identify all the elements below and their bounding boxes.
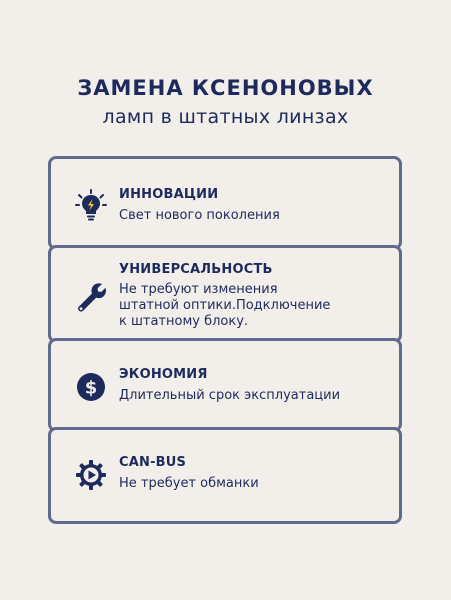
feature-text: Не требуют изменения штатной оптики.Подключение к штатному блоку. xyxy=(119,282,331,329)
feature-title: УНИВЕРСАЛЬНОСТЬ xyxy=(119,262,273,277)
feature-title: ЭКОНОМИЯ xyxy=(119,367,208,382)
feature-text: Не требует обманки xyxy=(119,476,259,491)
feature-card-innovations xyxy=(48,156,402,250)
lightbulb-icon xyxy=(75,189,107,221)
wrench-icon xyxy=(75,281,107,313)
page-subtitle: ламп в штатных линзах xyxy=(102,106,349,128)
svg-text:$: $ xyxy=(84,377,98,399)
feature-title: ИННОВАЦИИ xyxy=(119,187,219,202)
gear-play-icon xyxy=(75,459,107,491)
page-title: ЗАМЕНА КСЕНОНОВЫХ xyxy=(77,76,374,100)
feature-text: Свет нового поколения xyxy=(119,208,280,223)
feature-card-canbus xyxy=(48,427,402,524)
feature-card-universality xyxy=(48,245,402,343)
feature-title: CAN-BUS xyxy=(119,455,187,470)
feature-text: Длительный срок эксплуатации xyxy=(119,388,341,403)
dollar-coin-icon xyxy=(75,371,107,403)
feature-card-economy xyxy=(48,338,402,432)
